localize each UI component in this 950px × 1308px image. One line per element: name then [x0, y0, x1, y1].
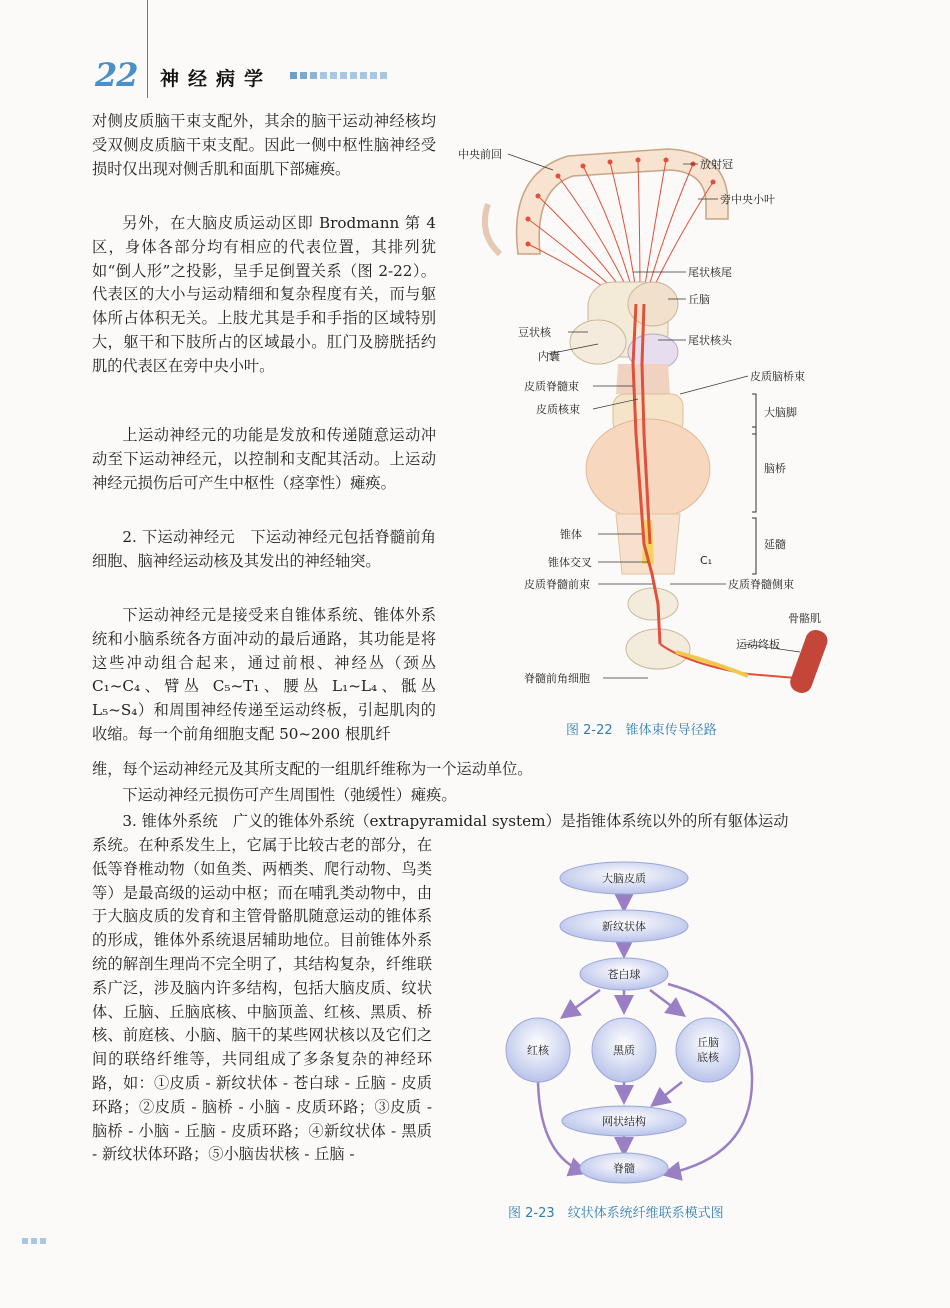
label-c1: C₁	[700, 554, 713, 567]
paragraph-4: 2. 下运动神经元 下运动神经元包括脊髓前角细胞、脑神经运动核及其发出的神经轴突。	[92, 528, 436, 570]
node-subthalamic-label-1: 丘脑	[697, 1036, 719, 1049]
book-title: 神经病学	[160, 68, 273, 90]
label-anterior-tract: 皮质脊髓前束	[524, 578, 590, 591]
label-corona-radiata: 放射冠	[700, 158, 733, 171]
paragraph-2: 另外，在大脑皮质运动区即 Brodmann 第 4 区，身体各部分均有相应的代表位置，其排列犹如“倒人形”之投影，呈手足倒置关系（图 2-22）。代表区的大小与运动精细和复杂程度有关，而与躯体所占体积无关。上肢尤其是手和手指的区域特别大，躯干和下肢所占的区域最小。肛门及膀胱括约肌的代表区在旁中央小叶。	[92, 214, 436, 375]
motor-nerve	[676, 652, 748, 676]
label-caudate-tail: 尾状核尾	[688, 266, 732, 279]
node-spinal-cord-label: 脊髓	[613, 1162, 635, 1175]
label-lentiform: 豆状核	[518, 326, 551, 339]
figure-2-22-caption: 图 2-22 锥体束传导径路	[566, 723, 717, 738]
paragraph-5: 下运动神经元是接受来自锥体系统、锥体外系统和小脑系统各方面冲动的最后通路，其功能是将这些冲动组合起来，通过前根、神经丛（颈丛 C₁~C₄、臂丛 C₅~T₁、腰丛 L₁~L₄、骶丛 L₅~S₄）和周围神经传递至运动终板，引起肌肉的收缩。每一个前角细胞支配 50~200 根肌纤	[92, 606, 436, 743]
face-outline	[485, 204, 500, 254]
label-decussation: 锥体交叉	[548, 556, 592, 569]
label-central-gyrus: 中央前回	[458, 148, 502, 161]
header-divider	[147, 0, 148, 98]
label-corticopontine: 皮质脑桥束	[750, 370, 805, 383]
label-corticobulbar: 皮质核束	[536, 403, 580, 416]
spinal-section-2	[626, 629, 690, 669]
paragraph-3: 上运动神经元的功能是发放和传递随意运动冲动至下运动神经元，以控制和支配其活动。上运动神经元损伤后可产生中枢性（痉挛性）瘫痪。	[92, 426, 436, 492]
lentiform-shape	[570, 320, 626, 364]
page-number: 22	[95, 56, 138, 94]
label-anterior-horn: 脊髓前角细胞	[524, 672, 590, 685]
label-paracentral: 旁中央小叶	[720, 193, 775, 206]
cortex-shape	[517, 149, 728, 254]
spinal-section-1	[628, 588, 678, 620]
node-subthalamic-label-2: 底核	[697, 1051, 719, 1064]
node-cortex-label: 大脑皮质	[602, 872, 646, 885]
label-motor-endplate: 运动终板	[736, 638, 780, 651]
figure-2-23-striatal-diagram	[500, 856, 780, 1196]
node-neostriatum-label: 新纹状体	[602, 920, 646, 933]
node-substantia-nigra-label: 黑质	[613, 1044, 635, 1057]
label-pons: 脑桥	[764, 462, 786, 475]
label-cerebral-peduncle: 大脑脚	[764, 406, 797, 419]
label-medulla: 延髓	[764, 538, 786, 551]
node-red-nucleus-label: 红核	[527, 1044, 549, 1057]
node-pallidum-label: 苍白球	[607, 968, 641, 981]
label-caudate-head: 尾状核头	[688, 334, 732, 347]
figure-2-23-caption: 图 2-23 纹状体系统纤维联系模式图	[508, 1206, 724, 1221]
label-lateral-tract: 皮质脊髓侧束	[728, 578, 794, 591]
node-reticular-label: 网状结构	[602, 1115, 646, 1128]
paragraph-7-body: 系统。在种系发生上，它属于比较古老的部分，在低等脊椎动物（如鱼类、两栖类、爬行动物、鸟类等）是最高级的运动中枢；而在哺乳类动物中，由于大脑皮质的发育和主管骨骼肌随意运动的锥体系的形成，锥体外系统退居辅助地位。目前锥体外系统的解剖生理尚不完全明了，其结构复杂，纤维联系广泛，涉及脑内许多结构，包括大脑皮质、纹状体、丘脑、丘脑底核、中脑顶盖、红核、黑质、桥核、前庭核、小脑、脑干的某些网状核以及它们之间的联络纤维等，共同组成了多条复杂的神经环路，如：①皮质 - 新纹状体 - 苍白球 - 丘脑 - 皮质环路；②皮质 - 脑桥 - 小脑 - 皮质环路；③皮质 - 脑桥 - 小脑 - 丘脑 - 皮质环路；④新纹状体 - 黑质 - 新纹状体环路；⑤小脑齿状核 - 丘脑 -	[92, 836, 432, 1164]
label-thalamus: 丘脑	[688, 293, 710, 306]
figure-2-22-pyramidal-tract	[448, 104, 848, 714]
paragraph-7-heading: 3. 锥体外系统 广义的锥体外系统（extrapyramidal system）是指锥体系统以外的所有躯体运动	[122, 812, 789, 830]
label-internal-capsule: 内囊	[538, 350, 560, 363]
header-decoration	[290, 72, 387, 79]
region-brackets	[752, 394, 756, 574]
label-skeletal-muscle: 骨骼肌	[788, 612, 821, 625]
skeletal-muscle-shape	[787, 627, 830, 696]
node-subthalamic	[676, 1018, 740, 1082]
footer-decoration	[22, 1238, 46, 1244]
label-pyramid: 锥体	[560, 528, 582, 541]
paragraph-1: 对侧皮质脑干束支配外，其余的脑干运动神经核均受双侧皮质脑干束支配。因此一侧中枢性脑神经受损时仅出现对侧舌肌和面肌下部瘫痪。	[92, 112, 436, 178]
paragraph-5-continued: 维，每个运动神经元及其所支配的一组肌纤维称为一个运动单位。	[92, 760, 533, 778]
paragraph-6: 下运动神经元损伤可产生周围性（弛缓性）瘫痪。	[122, 786, 457, 804]
label-corticospinal: 皮质脊髓束	[524, 380, 579, 393]
